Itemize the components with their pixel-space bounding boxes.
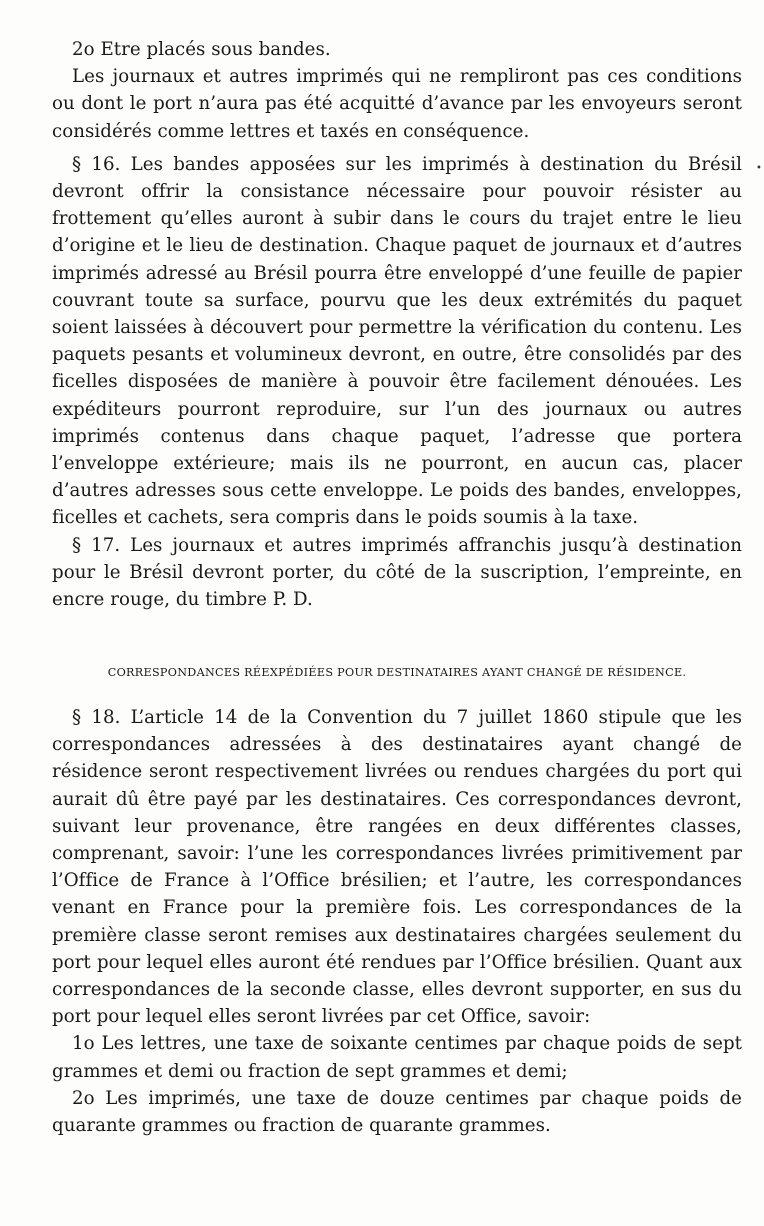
paragraph-conditions: Les journaux et autres imprimés qui ne rempliront pas ces conditions ou dont le port n’aura pas été acquitté d’avance par les envoyeurs seront considérés comme lettres et taxés en conséquence.	[52, 66, 742, 142]
section-16: § 16. Les bandes apposées sur les imprimés à destination du Brésil devront offrir la consistance nécessaire pour pouvoir résister au frottement qu’elles auront à subir dans le cours du trajet entre le lieu d’origine et le lieu de destination. Chaque paquet de journaux et d’autres imprimés adressé au Brésil pourra être enveloppé d’une feuille de papier couvrant toute sa surface, pourvu que les deux extrémités du paquet soient laissées à découvert pour permettre la vérification du contenu. Les paquets pesants et volumineux devront, en outre, être consolidés par des ficelles disposées de manière à pouvoir être facilement dénouées. Les expéditeurs pourront reproduire, sur l’un des journaux ou autres imprimés contenus dans chaque paquet, l’adresse que portera l’enveloppe extérieure; mais ils ne pourront, en aucun cas, placer d’autres adresses sous cette enveloppe. Le poids des bandes, enveloppes, ficelles et cachets, sera compris dans le poids soumis à la taxe.	[52, 153, 742, 529]
item-2-bottom: 2o Les imprimés, une taxe de douze centimes par chaque poids de quarante grammes ou fraction de quarante grammes.	[52, 1087, 742, 1137]
item-2-top: 2o Etre placés sous bandes.	[72, 39, 331, 60]
section-heading: CORRESPONDANCES RÉEXPÉDIÉES POUR DESTINATAIRES AYANT CHANGÉ DE RÉSIDENCE.	[107, 666, 687, 679]
text-section-upper	[52, 36, 742, 613]
section-17: § 17. Les journaux et autres imprimés affranchis jusqu’à destination pour le Brésil devront porter, du côté de la suscription, l’empreinte, en encre rouge, du timbre P. D.	[52, 534, 742, 611]
text-section-lower	[52, 704, 742, 1139]
margin-speck: •	[756, 163, 762, 174]
item-1: 1o Les lettres, une taxe de soixante centimes par chaque poids de sept grammes et demi ou fraction de sept grammes et demi;	[52, 1033, 742, 1082]
section-18: § 18. L’article 14 de la Convention du 7 juillet 1860 stipule que les correspondances adressées à des destinataires ayant changé de résidence seront respectivement livrées ou rendues chargées du port qui aurait dû être payé par les destinataires. Ces correspondances devront, suivant leur provenance, être rangées en deux différentes classes, comprenant, savoir: l’une les correspondances livrées primitivement par l’Office de France à l’Office brésilien; et l’autre, les correspondances venant en France pour la première fois. Les correspondances de la première classe seront remises aux destinataires chargées seulement du port pour lequel elles auront été rendues par l’Office brésilien. Quant aux correspondances de la seconde classe, elles devront supporter, en sus du port pour lequel elles seront livrées par cet Office, savoir:	[52, 707, 742, 1028]
